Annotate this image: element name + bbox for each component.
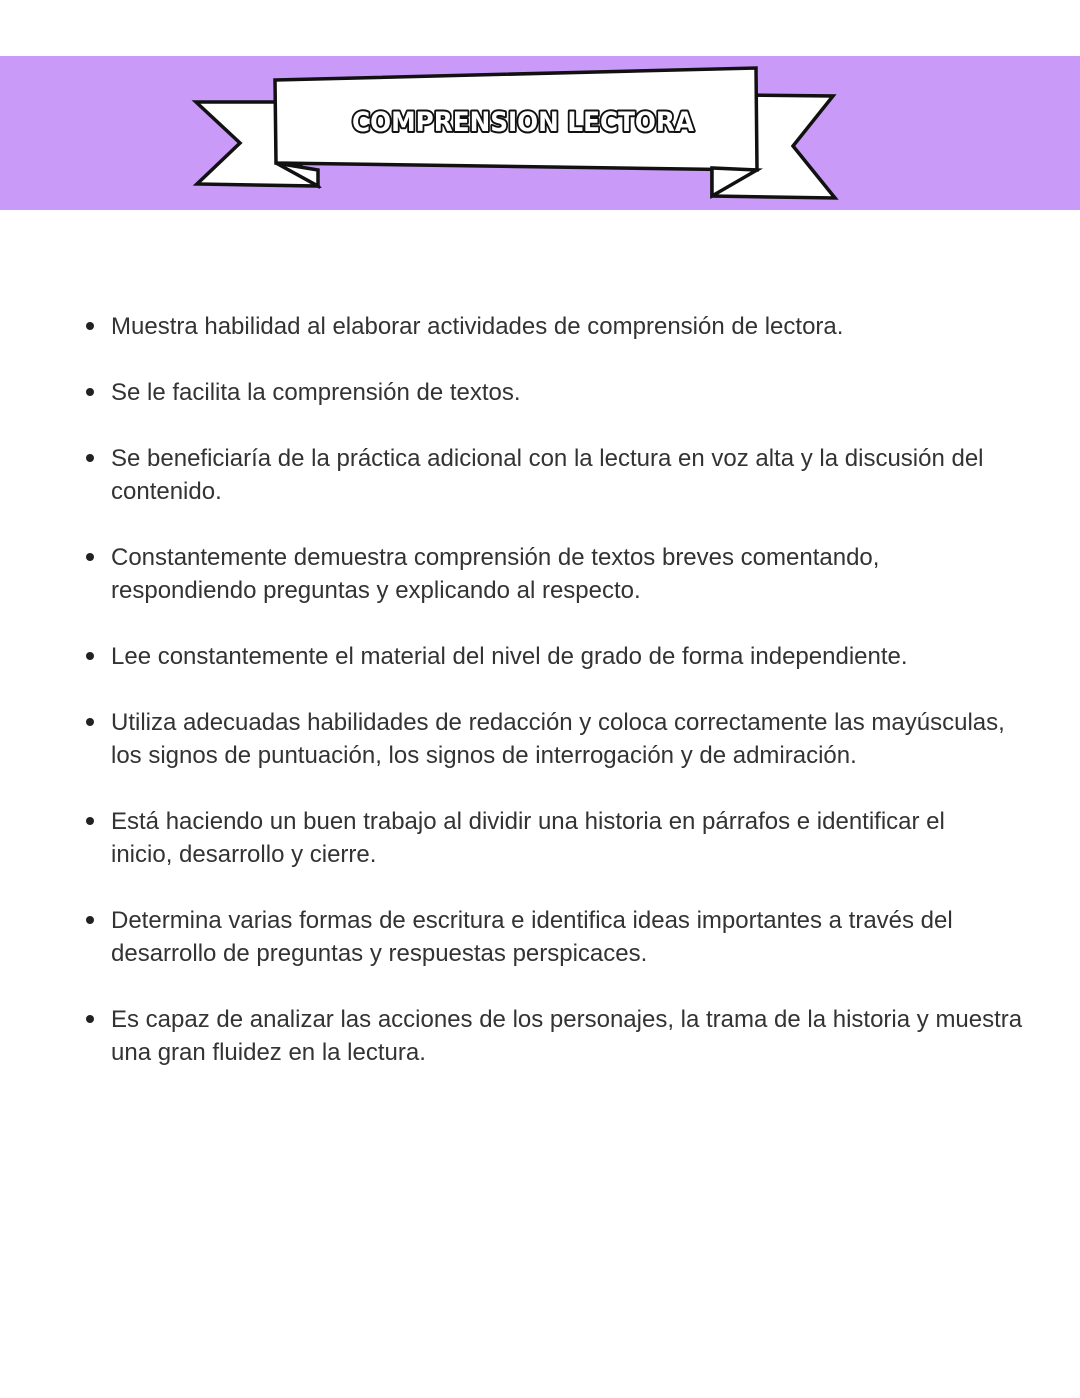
title-ribbon [0,0,1080,220]
bullet-icon [86,388,94,396]
list-item-text: inicio, desarrollo y cierre. [111,841,377,868]
page-title: COMPRENSION LECTORA [352,107,695,138]
list-item-text: Se beneficiaría de la práctica adicional con la lectura en voz alta y la discusión del [111,445,984,472]
list-item [111,541,1031,607]
list-item [111,376,1031,409]
bullet-icon [86,454,94,462]
list-item [111,805,1031,871]
list-item-text: una gran fluidez en la lectura. [111,1039,426,1066]
list-item-text: Determina varias formas de escritura e identifica ideas importantes a través del [111,907,953,934]
list-item-text: Constantemente demuestra comprensión de textos breves comentando, [111,544,880,571]
list-item [111,640,1031,673]
list-item-text: Lee constantemente el material del nivel de grado de forma independiente. [111,643,908,670]
bullet-icon [86,553,94,561]
list-item-text: Es capaz de analizar las acciones de los personajes, la trama de la historia y muestra [111,1006,1023,1033]
list-item [111,442,1031,508]
list-item-text: Utiliza adecuadas habilidades de redacción y coloca correctamente las mayúsculas, [111,709,1005,736]
bullet-icon [86,718,94,726]
bullet-icon [86,916,94,924]
bullet-icon [86,1015,94,1023]
list-item [111,310,1031,343]
bullet-icon [86,652,94,660]
bullet-icon [86,322,94,330]
list-item-text: Está haciendo un buen trabajo al dividir una historia en párrafos e identificar el [111,808,945,835]
list-item-text: desarrollo de preguntas y respuestas perspicaces. [111,940,648,967]
list-item [111,904,1031,970]
bullet-icon [86,817,94,825]
list-item-text: Se le facilita la comprensión de textos. [111,379,521,406]
list-item-text: los signos de puntuación, los signos de interrogación y de admiración. [111,742,857,769]
list-item [111,706,1031,772]
list-item-text: Muestra habilidad al elaborar actividades de comprensión de lectora. [111,313,844,340]
list-item-text: respondiendo preguntas y explicando al respecto. [111,577,641,604]
list-item [111,1003,1031,1069]
list-item-text: contenido. [111,478,222,505]
comments-list [111,310,1031,1102]
